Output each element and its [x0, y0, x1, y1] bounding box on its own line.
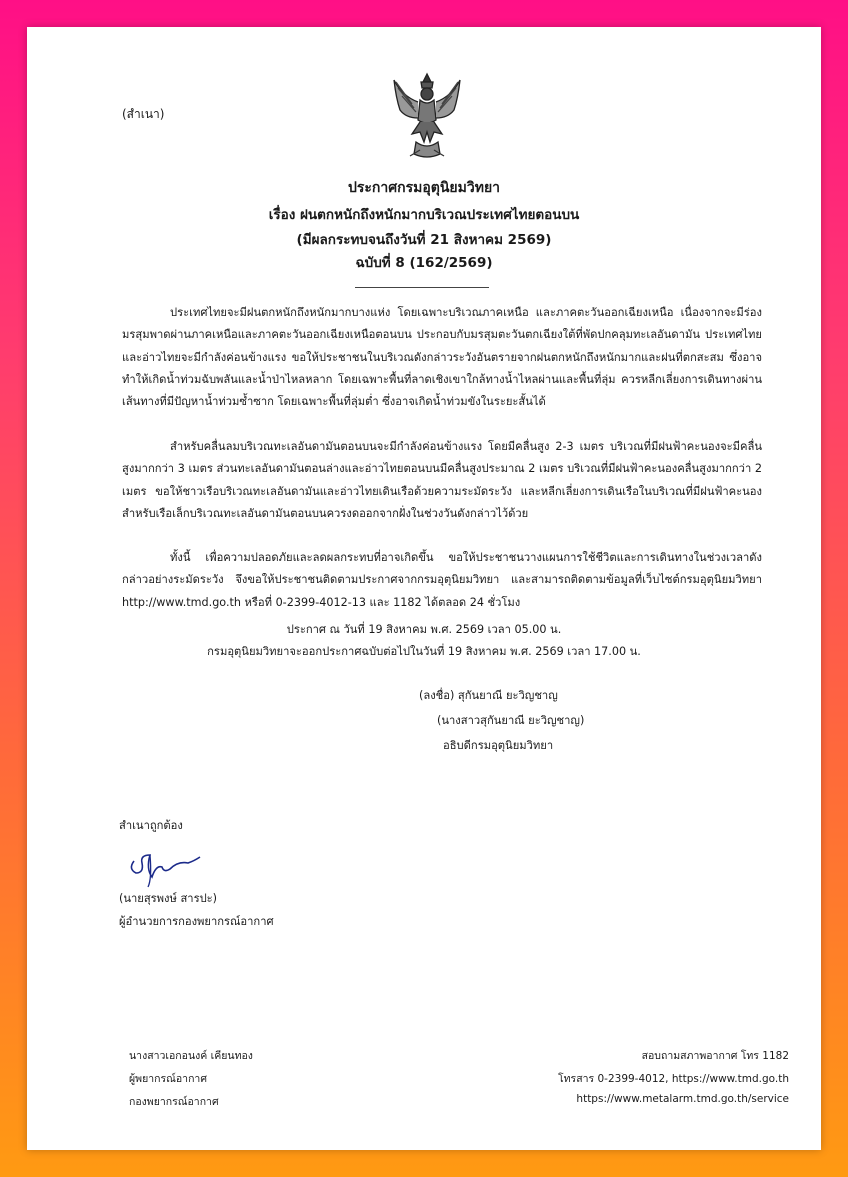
effect-date-line: (มีผลกระทบจนถึงวันที่ 21 สิงหาคม 2569) [296, 232, 552, 248]
heading-divider [355, 287, 489, 288]
footer-hotline: สอบถามสภาพอากาศ โทร 1182 [641, 1050, 789, 1062]
paragraph-weather: ประเทศไทยจะมีฝนตกหนักถึงหนักมากบางแห่ง โดยเฉพาะบริเวณภาคเหนือ และภาคตะวันออกเฉียงเหนือ เนื่องจากจะมีร่องมรสุมพาดผ่านภาคเหนือและภาคตะวันออกเฉียงเหนือตอนบน ประกอบกับมรสุมตะวันตกเฉียงใต้ที่พัดปกคลุมทะเลอันดามัน ประเทศไทย และอ่าวไทยจะมีกำลังค่อนข้างแรง ขอให้ประชาชนในบริเวณดังกล่าวระวังอันตรายจากฝนตกหนักถึงหนักมากและฝนที่ตกสะสม ซึ่งอาจทำให้เกิดน้ำท่วมฉับพลันและน้ำป่าไหลหลาก โดยเฉพาะพื้นที่ลาดเชิงเขาใกล้ทางน้ำไหลผ่านและพื้นที่ลุ่ม ควรหลีกเลี่ยงการเดินทางผ่านเส้นทางที่มีปัญหาน้ำท่วมซ้ำซาก โดยเฉพาะพื้นที่ลุ่มต่ำ ซึ่งอาจเกิดน้ำท่วมขังในระยะสั้นได้ [122, 306, 762, 409]
footer-forecaster-name: นางสาวเอกอนงค์ เคียนทอง [129, 1050, 253, 1062]
document-page [27, 27, 821, 1150]
signed-line: (ลงชื่อ) สุกันยาณี ยะวิญชาญ [419, 689, 558, 702]
signer-name: (นางสาวสุกันยาณี ยะวิญชาญ) [437, 714, 585, 727]
org-title: ประกาศกรมอุตุนิยมวิทยา [347, 180, 501, 196]
footer-forecaster-role: ผู้พยากรณ์อากาศ [129, 1073, 207, 1085]
paragraph-waves: สำหรับคลื่นลมบริเวณทะเลอันดามันตอนบนจะมีกำลังค่อนข้างแรง โดยมีคลื่นสูง 2-3 เมตร บริเวณที่มีฝนฟ้าคะนองจะมีคลื่นสูงมากกว่า 3 เมตร ส่วนทะเลอันดามันตอนล่างและอ่าวไทยตอนบนมีคลื่นสูงประมาณ 2 เมตร บริเวณที่มีฝนฟ้าคะนองคลื่นสูงมากกว่า 2 เมตร ขอให้ชาวเรือบริเวณทะเลอันดามันและอ่าวไทยเดินเรือด้วยความระมัดระวัง และหลีกเลี่ยงการเดินเรือในบริเวณที่มีฝนฟ้าคะนอง สำหรับเรือเล็กบริเวณทะเลอันดามันตอนบนควรงดออกจากฝั่งในช่วงวันดังกล่าวไว้ด้วย [122, 440, 762, 520]
next-issue-line: กรมอุตุนิยมวิทยาจะออกประกาศฉบับต่อไปในวันที่ 19 สิงหาคม พ.ศ. 2569 เวลา 17.00 น. [207, 645, 641, 658]
garuda-emblem-icon [390, 70, 464, 162]
footer-division: กองพยากรณ์อากาศ [129, 1096, 219, 1108]
footer-fax-website: โทรสาร 0-2399-4012, https://www.tmd.go.th [558, 1073, 789, 1085]
certifier-name: (นายสุรพงษ์ สารปะ) [119, 892, 218, 905]
signer-title: อธิบดีกรมอุตุนิยมวิทยา [443, 739, 554, 752]
certified-copy-label: สำเนาถูกต้อง [119, 819, 183, 832]
footer-service-url: https://www.metalarm.tmd.go.th/service [576, 1093, 789, 1105]
issue-number: ฉบับที่ 8 (162/2569) [355, 255, 493, 271]
announce-date-line: ประกาศ ณ วันที่ 19 สิงหาคม พ.ศ. 2569 เวลา 05.00 น. [286, 623, 562, 636]
certifier-title: ผู้อำนวยการกองพยากรณ์อากาศ [119, 915, 274, 928]
paragraph-advice: ทั้งนี้ เพื่อความปลอดภัยและลดผลกระทบที่อาจเกิดขึ้น ขอให้ประชาชนวางแผนการใช้ชีวิตและการเดินทางในช่วงเวลาดังกล่าวอย่างระมัดระวัง จึงขอให้ประชาชนติดตามประกาศจากกรมอุตุนิยมวิทยา และสามารถติดตามข้อมูลที่เว็บไซต์กรมอุตุนิยมวิทยา http://www.tmd.go.th หรือที่ 0-2399-4012-13 และ 1182 ได้ตลอด 24 ชั่วโมง [122, 551, 762, 609]
subject-line: เรื่อง ฝนตกหนักถึงหนักมากบริเวณประเทศไทยตอนบน [268, 207, 580, 223]
copy-label: (สำเนา) [122, 107, 165, 121]
handwritten-signature-icon [122, 839, 202, 889]
